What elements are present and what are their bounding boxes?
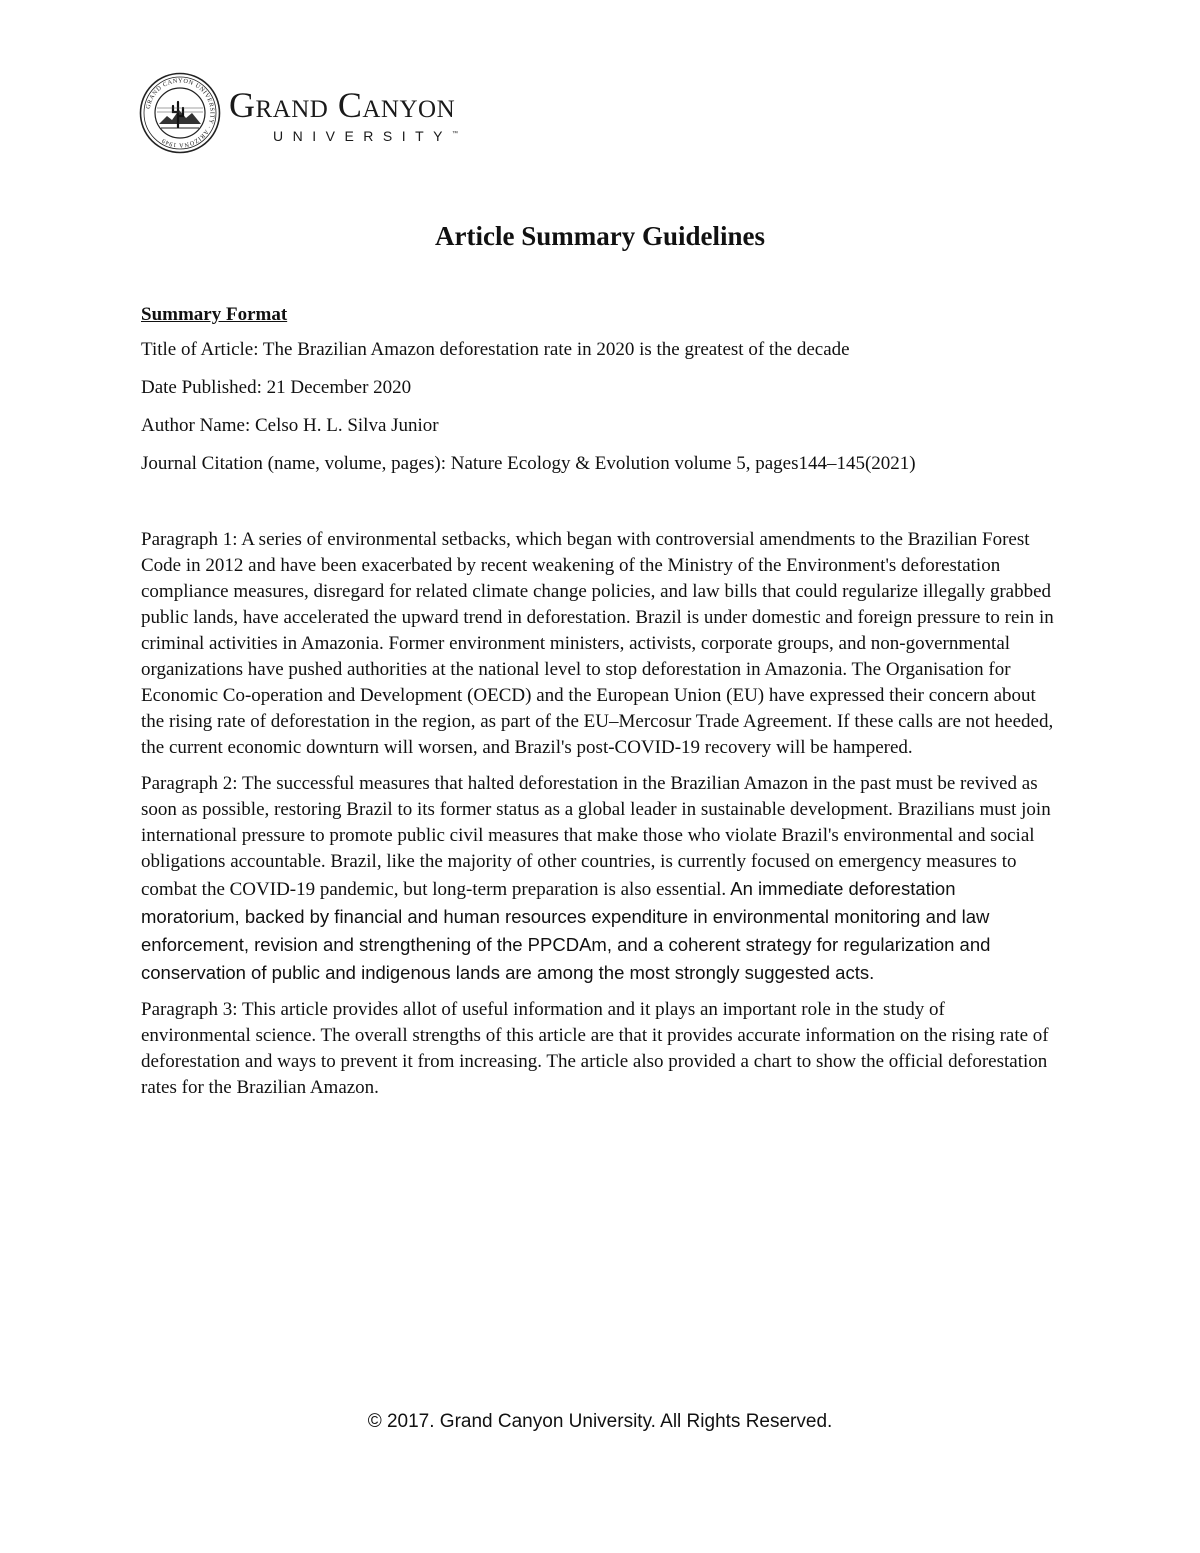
paragraph-2-serif-text: Paragraph 2: The successful measures that halted deforestation in the Brazilian Amazon in the past must be revived as soon as possible, restoring Brazil to its former status as a global leader in sustainable development. Brazilians must join international pressure to promote public civil measures that make those who violate Brazil's environmental and social obligations accountable. Brazil, like the majority of other countries, is currently focused on emergency measures to combat the COVID-19 pandemic, but long-term preparation is also essential. (141, 773, 1051, 900)
logo-main-text: Grand Canyon (229, 84, 456, 125)
paragraph-2-sans-text: An immediate deforestation moratorium, backed by financial and human resources expenditure in environmental monitoring and law enforcement, revision and strengthening of the PPCDAm, and a coherent strategy for regularization and conservation of public and indigenous lands are among the most strongly suggested acts. (141, 878, 991, 983)
journal-citation-line: Journal Citation (name, volume, pages): Nature Ecology & Evolution volume 5, pages144–145(2021) (141, 453, 916, 474)
logo-sub-text (273, 126, 458, 144)
document-title: Article Summary Guidelines (435, 221, 765, 251)
author-name-line: Author Name: Celso H. L. Silva Junior (141, 415, 439, 436)
article-title-line: Title of Article: The Brazilian Amazon deforestation rate in 2020 is the greatest of the decade (141, 339, 850, 360)
trademark-mark: ™ (452, 130, 459, 137)
paragraph-2 (141, 771, 1059, 987)
paragraph-1: Paragraph 1: A series of environmental setbacks, which began with controversial amendments to the Brazilian Forest Code in 2012 and have been exacerbated by recent weakening of the Ministry of the Environment's deforestation compliance measures, disregard for related climate change policies, and law bills that could regularize illegally grabbed public lands, have accelerated the upward trend in deforestation. Brazil is under domestic and foreign pressure to rein in criminal activities in Amazonia. Former environment ministers, activists, corporate groups, and non-governmental organizations have pushed authorities at the national level to stop deforestation in Amazonia. The Organisation for Economic Co-operation and Development (OECD) and the European Union (EU) have expressed their concern about the rising rate of deforestation in the region, as part of the EU–Mercosur Trade Agreement. If these calls are not heeded, the current economic downturn will worsen, and Brazil's post-COVID-19 recovery will be hampered. (141, 529, 1054, 758)
section-heading: Summary Format (141, 304, 288, 325)
document-body (141, 302, 1059, 1111)
logo-sub-label: UNIVERSITY (273, 127, 453, 144)
university-seal-icon (139, 72, 221, 154)
copyright-footer: © 2017. Grand Canyon University. All Rights Reserved. (367, 1411, 833, 1432)
paragraph-3: Paragraph 3: This article provides allot of useful information and it plays an important role in the study of environmental science. The overall strengths of this article are that it provides accurate information on the rising rate of deforestation and ways to prevent it from increasing. The article also provided a chart to show the official deforestation rates for the Brazilian Amazon. (141, 999, 1049, 1098)
seal-text: GRAND CANYON UNIVERSITY · ARIZONA 1949 (144, 77, 216, 149)
university-wordmark (229, 84, 459, 144)
university-logo (139, 72, 458, 154)
date-published-line: Date Published: 21 December 2020 (141, 377, 412, 398)
